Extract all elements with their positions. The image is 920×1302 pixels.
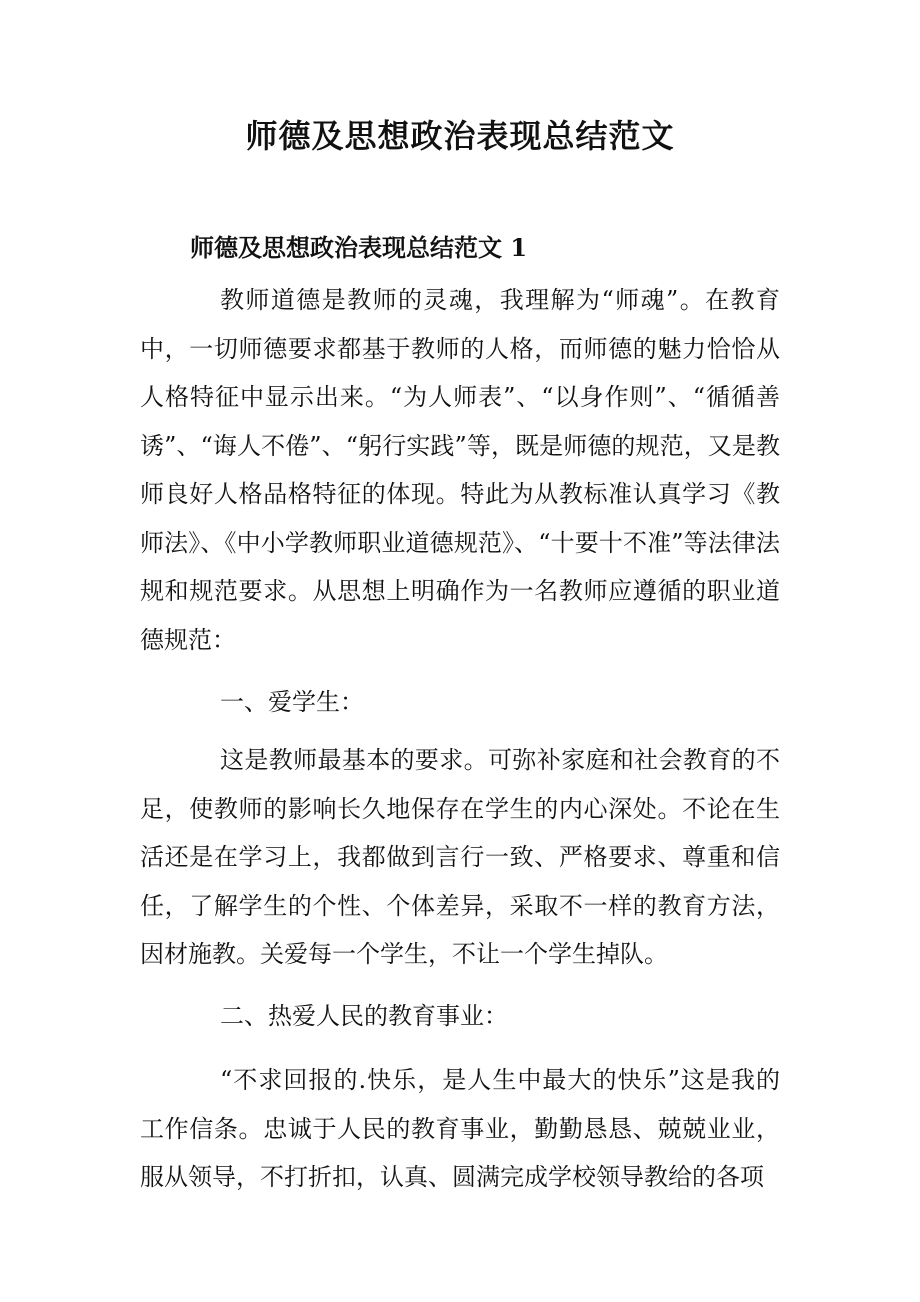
document-title: 师德及思想政治表现总结范文 xyxy=(245,117,675,155)
paragraph-love-students: 这是教师最基本的要求。可弥补家庭和社会教育的不足，使教师的影响长久地保存在学生的内心深处。不论在生活还是在学习上，我都做到言行一致、严格要求、尊重和信任，了解学生的个性、个体差异，采取不一样的教育方法，因材施教。关爱每一个学生，不让一个学生掉队。 xyxy=(140,746,780,968)
paragraph-love-education: “不求回报的.快乐，是人生中最大的快乐”这是我的工作信条。忠诚于人民的教育事业，勤勤恳恳、兢兢业业，服从领导，不打折扣，认真、圆满完成学校领导教给的各项 xyxy=(140,1066,780,1191)
section-heading-love-education: 二、热爱人民的教育事业： xyxy=(220,1002,508,1030)
section-heading-love-students: 一、爱学生： xyxy=(220,688,364,716)
paragraph-intro: 教师道德是教师的灵魂，我理解为“师魂”。在教育中，一切师德要求都基于教师的人格，而师德的魅力恰恰从人格特征中显示出来。“为人师表”、“以身作则”、“循循善诱”、“诲人不倦”、“躬行实践”等，既是师德的规范，又是教师良好人格品格特征的体现。特此为从教标准认真学习《教师法》、《中小学教师职业道德规范》、“十要十不准”等法律法规和规范要求。从思想上明确作为一名教师应遵循的职业道德规范： xyxy=(140,286,780,654)
section-subtitle: 师德及思想政治表现总结范文 1 xyxy=(190,233,528,262)
